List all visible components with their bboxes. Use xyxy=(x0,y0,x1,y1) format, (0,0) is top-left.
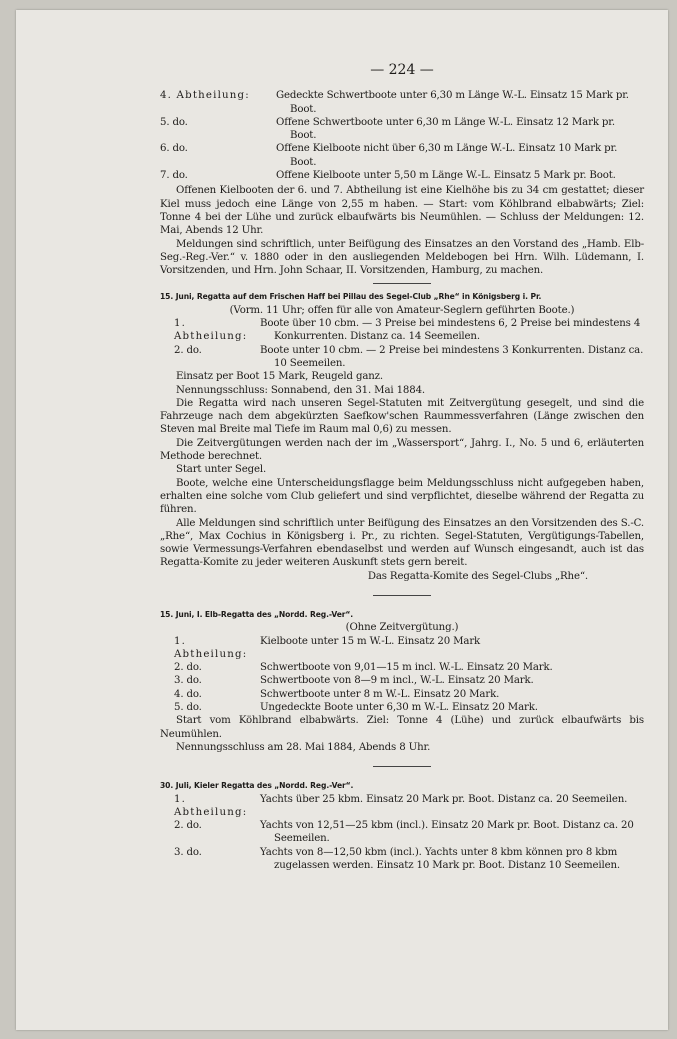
item-text: Offene Schwertboote unter 6,30 m Länge W.-L. Einsatz 12 Mark pr. Boot. xyxy=(276,116,615,142)
paragraph: Alle Meldungen sind schriftlich unter Beifügung des Einsatzes an den Vorsitzenden des S.-C. „Rhe“, Max Cochius in Königsberg i. Pr., zu richten. Segel-Statuten, Vergütigungs-Tabellen, sowie Vermessungs-Verfahren ebendaselbst und werden auf Wunsch eingesandt, auch ist das Regatta-Komite zu jeder weiteren Auskunft stets gern bereit. xyxy=(160,517,644,569)
item-label: 2. do. xyxy=(174,344,202,356)
list-item xyxy=(160,635,644,662)
item-label: 4. Abtheilung: xyxy=(160,90,250,102)
paragraph: Boote, welche eine Unterscheidungsflagge beim Meldungsschluss nicht aufgegeben haben, erhalten eine solche vom Club geliefert und sind verpflichtet, dieselbe während der Regatta zu führen. xyxy=(160,477,644,516)
paragraph: Nennungsschluss: Sonnabend, den 31. Mai 1884. xyxy=(176,384,426,396)
division-list xyxy=(160,89,644,182)
item-label: 6. do. xyxy=(160,143,188,155)
item-text: Boote unter 10 cbm. — 2 Preise bei mindestens 3 Konkurrenten. Distanz ca. 10 Seemeilen. xyxy=(260,344,644,369)
list-item xyxy=(160,317,644,344)
page-number: — 224 — xyxy=(370,62,434,78)
document-page xyxy=(16,10,668,1030)
item-label: 1. Abtheilung: xyxy=(174,635,248,660)
paragraph: Nennungsschluss am 28. Mai 1884, Abends 8 Uhr. xyxy=(176,741,431,753)
section-subtitle: (Vorm. 11 Uhr; offen für alle von Amateur-Seglern geführten Boote.) xyxy=(229,304,575,316)
item-text: Yachts von 8—12,50 kbm (incl.). Yachts unter 8 kbm können pro 8 kbm zugelassen werden. Einsatz 10 Mark pr. Boot. Distanz 10 Seemeilen. xyxy=(260,846,620,872)
item-label: 3. do. xyxy=(174,675,202,687)
list-item xyxy=(160,819,644,846)
item-text: Gedeckte Schwertboote unter 6,30 m Länge W.-L. Einsatz 15 Mark pr. Boot. xyxy=(276,90,629,115)
section-heading: 30. Juli, Kieler Regatta des „Nordd. Reg.-Ver“. xyxy=(160,781,354,791)
list-item xyxy=(160,674,644,687)
list-item xyxy=(160,661,644,674)
division-list xyxy=(160,635,644,715)
item-text: Yachts über 25 kbm. Einsatz 20 Mark pr. Boot. Distanz ca. 20 Seemeilen. xyxy=(260,793,628,805)
list-item xyxy=(160,344,644,371)
item-text: Offene Kielboote unter 5,50 m Länge W.-L. Einsatz 5 Mark pr. Boot. xyxy=(276,170,616,182)
item-text: Boote über 10 cbm. — 3 Preise bei mindestens 6, 2 Preise bei mindestens 4 Konkurrenten. Distanz ca. 14 Seemeilen. xyxy=(260,318,641,343)
section-heading: 15. Juni, Regatta auf dem Frischen Haff bei Pillau des Segel-Club „Rhe“ in Königsberg i. Pr. xyxy=(160,292,542,302)
paragraph: Meldungen sind schriftlich, unter Beifügung des Einsatzes an den Vorstand des „Hamb. Elb-Seg.-Reg.-Ver.“ v. 1880 oder in den ausliegenden Meldebogen bei Hrn. Wilh. Lüdemann, I. Vorsitzenden, und Hrn. John Schaar, II. Vorsitzenden, Hamburg, zu machen. xyxy=(160,238,644,277)
item-label: 5. do. xyxy=(160,116,188,128)
list-item xyxy=(160,701,644,714)
item-label: 2. do. xyxy=(174,662,202,674)
list-item xyxy=(160,116,644,143)
section-subtitle: (Ohne Zeitvergütung.) xyxy=(345,622,459,634)
item-label: 4. do. xyxy=(174,688,202,700)
item-label: 1. Abtheilung: xyxy=(174,318,248,343)
paragraph: Die Zeitvergütungen werden nach der im „Wassersport“, Jahrg. I., No. 5 und 6, erläuterten Methode berechnet. xyxy=(160,437,644,463)
signature: Das Regatta-Komite des Segel-Clubs „Rhe“. xyxy=(367,570,588,582)
item-text: Kielboote unter 15 m W.-L. Einsatz 20 Mark xyxy=(260,635,481,647)
list-item xyxy=(160,89,644,116)
list-item xyxy=(160,846,644,873)
division-list xyxy=(160,793,644,873)
item-label: 1. Abtheilung: xyxy=(174,793,248,818)
item-text: Yachts von 12,51—25 kbm (incl.). Einsatz 20 Mark pr. Boot. Distanz ca. 20 Seemeilen. xyxy=(260,820,634,845)
divider xyxy=(373,283,431,284)
section-heading: 15. Juni, I. Elb-Regatta des „Nordd. Reg.-Ver“. xyxy=(160,609,354,619)
list-item xyxy=(160,688,644,701)
paragraph: Einsatz per Boot 15 Mark, Reugeld ganz. xyxy=(176,371,383,383)
item-text: Offene Kielboote nicht über 6,30 m Länge W.-L. Einsatz 10 Mark pr. Boot. xyxy=(276,143,618,168)
list-item xyxy=(160,142,644,169)
item-text: Ungedeckte Boote unter 6,30 m W.-L. Einsatz 20 Mark. xyxy=(260,702,538,714)
paragraph: Offenen Kielbooten der 6. und 7. Abtheilung ist eine Kielhöhe bis zu 34 cm gestattet; dieser Kiel muss jedoch eine Länge von 2,55 m haben. — Start: vom Köhlbrand elbabwärts; Ziel: Tonne 4 bei der Lühe und zurück elbaufwärts bis Neumühlen. — Schluss der Meldungen: 12. Mai, Abends 12 Uhr. xyxy=(160,185,644,237)
list-item xyxy=(160,793,644,820)
paragraph: Die Regatta wird nach unseren Segel-Statuten mit Zeitvergütung gesegelt, und sind die Fahrzeuge nach dem abgekürzten Saefkow'schen Raummessverfahren (Länge zwischen den Steven mal Breite mal Tiefe im Raum mal 0,6) zu messen. xyxy=(160,397,644,436)
paragraph: Start unter Segel. xyxy=(176,464,267,476)
division-list xyxy=(160,317,644,370)
page-content xyxy=(160,64,644,872)
divider xyxy=(373,595,431,596)
item-label: 7. do. xyxy=(160,170,188,182)
list-item xyxy=(160,169,644,182)
item-label: 2. do. xyxy=(174,820,202,832)
divider xyxy=(373,766,431,767)
item-label: 5. do. xyxy=(174,702,202,714)
paragraph: Start vom Köhlbrand elbabwärts. Ziel: Tonne 4 (Lühe) und zurück elbaufwärts bis Neumühlen. xyxy=(160,715,644,740)
item-text: Schwertboote von 9,01—15 m incl. W.-L. Einsatz 20 Mark. xyxy=(260,662,553,674)
item-label: 3. do. xyxy=(174,846,202,858)
item-text: Schwertboote von 8—9 m incl., W.-L. Einsatz 20 Mark. xyxy=(260,675,534,687)
item-text: Schwertboote unter 8 m W.-L. Einsatz 20 Mark. xyxy=(260,688,500,700)
